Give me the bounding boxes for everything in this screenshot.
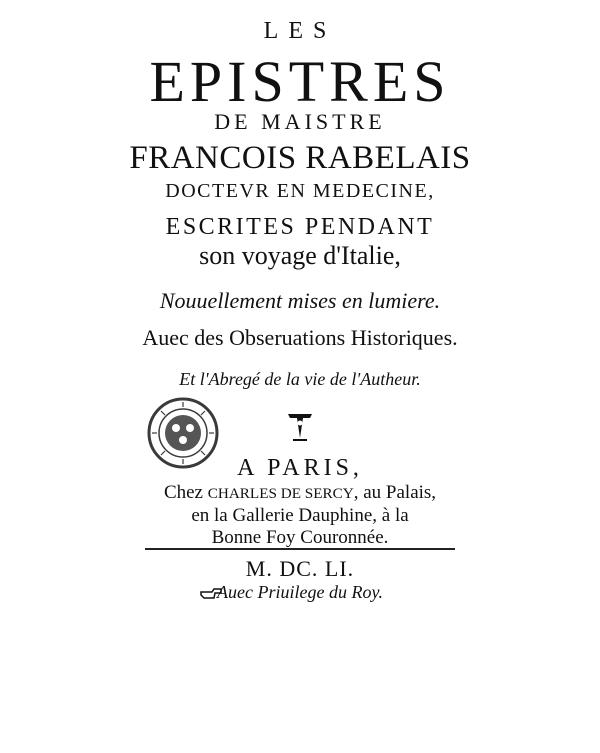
subtitle-nouvellement: Nouuellement mises en lumiere.: [159, 288, 441, 313]
subtitle-abrege: Et l'Abregé de la vie de l'Autheur.: [179, 369, 421, 389]
author-name: FRANCOIS RABELAIS: [129, 140, 471, 176]
imprint-date: M. DC. LI.: [245, 556, 355, 581]
imprint-chez-suffix: , au Palais,: [353, 482, 437, 503]
imprint-address: en la Gallerie Dauphine, à la: [191, 505, 409, 526]
imprint-printer-name: CHARLES DE SERCY: [207, 485, 354, 502]
heading-les: LES: [263, 18, 337, 44]
subtitle-escrites: ESCRITES PENDANT: [165, 214, 435, 240]
divider-rule: [145, 548, 455, 550]
subtitle-voyage: son voyage d'Italie,: [199, 241, 401, 270]
printer-ornament-icon: [285, 410, 315, 442]
imprint-printer: [0, 482, 600, 504]
heading-de-maistre: DE MAISTRE: [214, 109, 386, 134]
royal-privilege: Auec Priuilege du Roy.: [217, 582, 383, 602]
subtitle-observations: Auec des Obseruations Historiques.: [142, 325, 458, 350]
imprint-sign: Bonne Foy Couronnée.: [211, 527, 389, 548]
imprint-city: A PARIS,: [237, 455, 363, 481]
imprint-chez-prefix: Chez: [163, 482, 208, 503]
author-title: DOCTEVR EN MEDECINE,: [165, 180, 435, 202]
heading-epistres: EPISTRES: [149, 49, 451, 114]
